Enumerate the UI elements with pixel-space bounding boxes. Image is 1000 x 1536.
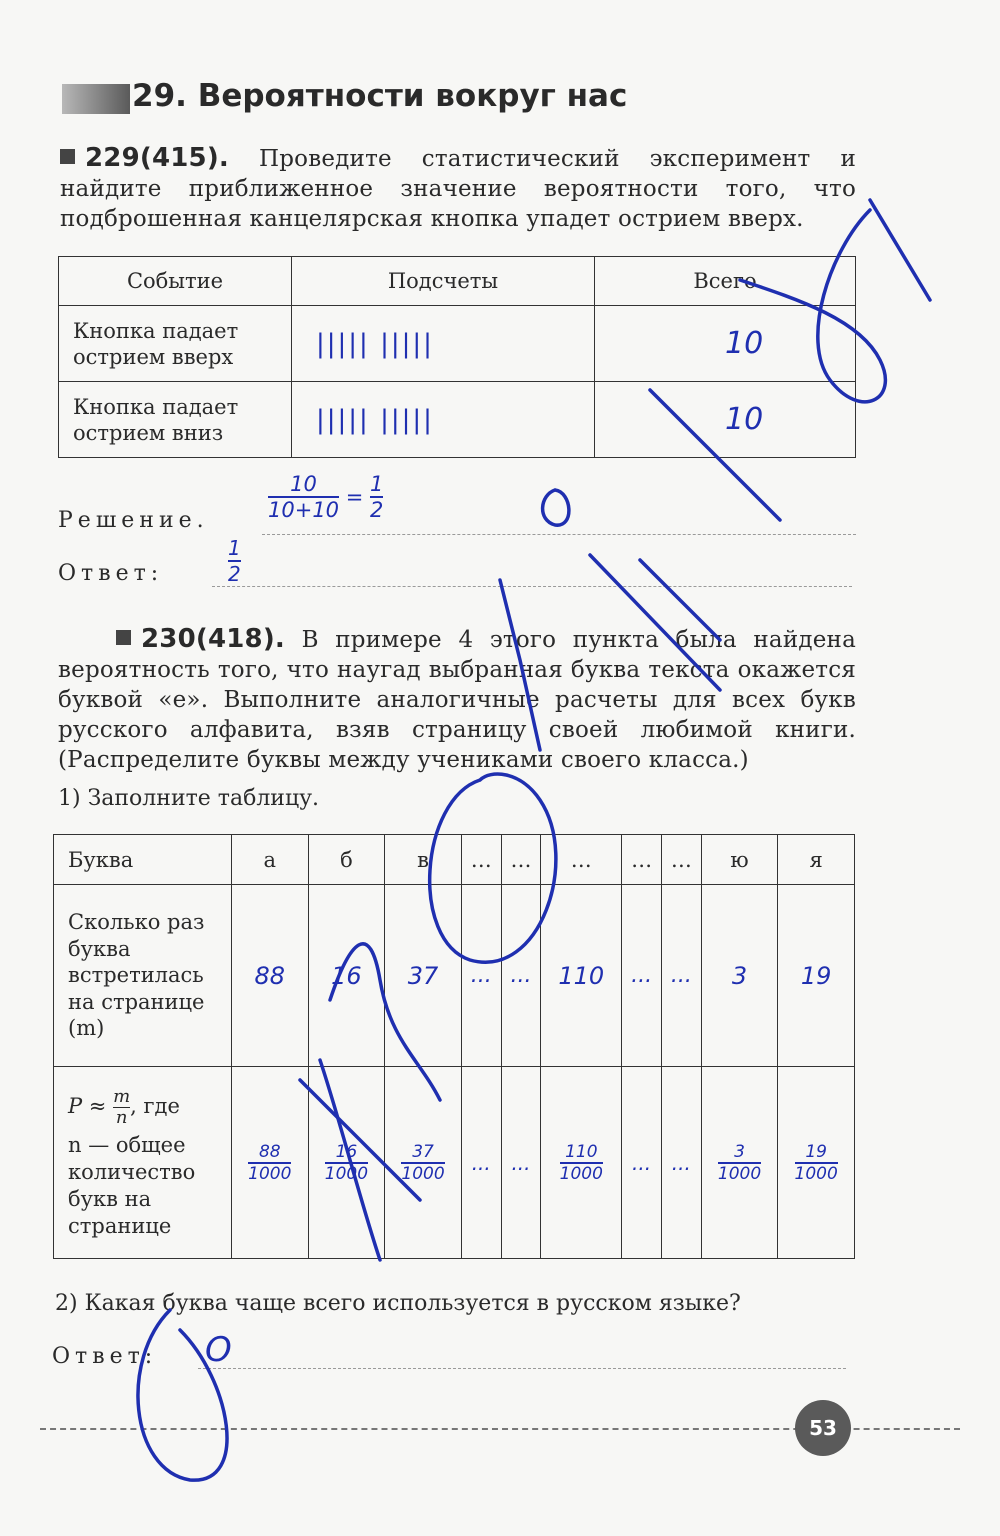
prob-den: 1000 — [324, 1163, 369, 1184]
scribble-oval-small — [543, 490, 569, 525]
solution-result-den: 2 — [370, 498, 384, 522]
event-down-label: Кнопка падает острием вниз — [59, 382, 292, 458]
answer-230-line — [198, 1368, 846, 1369]
count-cell: 37 — [407, 961, 439, 990]
letter-cell: … — [661, 835, 701, 885]
section-marker — [62, 84, 130, 114]
count-cell: 110 — [558, 961, 605, 990]
prob-den: 1000 — [794, 1163, 838, 1184]
letter-cell: … — [461, 835, 501, 885]
total-up: 10 — [725, 326, 764, 361]
letter-cell: ю — [701, 835, 778, 885]
event-up-label: Кнопка падает острием вверх — [59, 306, 292, 382]
page-number-badge: 53 — [795, 1400, 851, 1456]
prob-num: 37 — [412, 1141, 434, 1162]
count-cell: 88 — [254, 961, 286, 990]
letter-cell: я — [778, 835, 855, 885]
letter-cell: а — [232, 835, 309, 885]
tally-up: ||||| ||||| — [316, 328, 434, 359]
prob-den: 1000 — [559, 1163, 603, 1184]
header-total: Всего — [595, 257, 856, 306]
count-cell: ... — [510, 963, 532, 988]
prob-den: 1000 — [401, 1163, 445, 1184]
prob-num: 88 — [258, 1141, 281, 1162]
letter-cell: … — [622, 835, 662, 885]
prob-den: 1000 — [248, 1163, 292, 1184]
task-230-step2: 2) Какая буква чаще всего используется в русском языке? — [55, 1291, 741, 1316]
solution-handwriting — [268, 472, 383, 522]
answer-229-label: Ответ: — [58, 561, 164, 586]
task-229-text — [60, 143, 856, 234]
letter-cell: … — [501, 835, 541, 885]
total-down: 10 — [725, 402, 764, 437]
solution-den: 10+10 — [268, 498, 340, 522]
count-cell: ... — [470, 963, 492, 988]
task-230-number: 230(418). — [141, 624, 285, 654]
solution-equals: = — [345, 485, 364, 509]
prob-cell: ... — [671, 1150, 691, 1175]
prob-num: 110 — [565, 1141, 598, 1162]
solution-line — [262, 534, 856, 535]
letter-cell: … — [541, 835, 622, 885]
prob-num: 19 — [805, 1141, 827, 1162]
prob-num: 3 — [734, 1141, 745, 1162]
prob-cell: ... — [511, 1150, 531, 1175]
prob-num: 16 — [335, 1141, 358, 1162]
count-cell: 3 — [731, 961, 748, 990]
count-cell: 19 — [800, 961, 832, 990]
task-229-statement: Проведите статистический эксперимент и найдите приближенное значение вероятности того, что подброшенная канцелярская кнопка упадет острием вверх. — [60, 146, 856, 232]
solution-result-num: 1 — [370, 472, 384, 496]
row-count-label: Сколько раз буква встретилась на странице (m) — [54, 885, 232, 1067]
header-tally: Подсчеты — [292, 257, 595, 306]
task-bullet-icon — [116, 630, 131, 645]
letter-cell: б — [308, 835, 385, 885]
answer-230-handwriting: О — [205, 1330, 232, 1370]
solution-label: Решение. — [58, 508, 209, 533]
header-event: Событие — [59, 257, 292, 306]
row-probability-label — [54, 1067, 232, 1259]
prob-den: 1000 — [717, 1163, 762, 1184]
experiment-table — [58, 256, 856, 458]
answer-229-line — [212, 586, 852, 587]
count-cell: ... — [631, 963, 653, 988]
formula-where: , где — [130, 1094, 180, 1118]
section-title: 29. Вероятности вокруг нас — [132, 78, 628, 114]
letter-cell: в — [385, 835, 462, 885]
prob-cell: ... — [632, 1150, 652, 1175]
answer-229-num: 1 — [228, 536, 241, 560]
task-bullet-icon — [60, 149, 75, 164]
formula-n: n — [113, 1107, 130, 1128]
solution-num: 10 — [290, 472, 317, 496]
row-letter-label: Буква — [54, 835, 232, 885]
task-230-statement: В примере 4 этого пункта была найдена вероятность того, что наугад выбранная буква текста окажется буквой «е». Выполните аналогичные расчеты для всех букв русского алфавита, взяв страницу своей любимой книги. (Распределите буквы между учениками своего класса.) — [58, 627, 856, 773]
formula-p: P ≈ — [68, 1094, 107, 1118]
answer-229-handwriting — [228, 536, 241, 586]
tally-down: ||||| ||||| — [316, 404, 434, 435]
task-230-step1: 1) Заполните таблицу. — [58, 786, 320, 811]
answer-229-den: 2 — [228, 562, 241, 586]
task-230-text — [58, 624, 856, 775]
scribble-diagonal-b — [870, 200, 930, 300]
formula-m: m — [113, 1086, 131, 1107]
prob-cell: ... — [471, 1150, 491, 1175]
count-cell: 16 — [331, 961, 362, 990]
answer-230-label: Ответ: — [52, 1344, 158, 1369]
task-229-number: 229(415). — [85, 143, 229, 173]
formula-description: n — общее количество букв на странице — [68, 1133, 196, 1238]
letters-table — [53, 834, 855, 1259]
count-cell: ... — [670, 963, 692, 988]
